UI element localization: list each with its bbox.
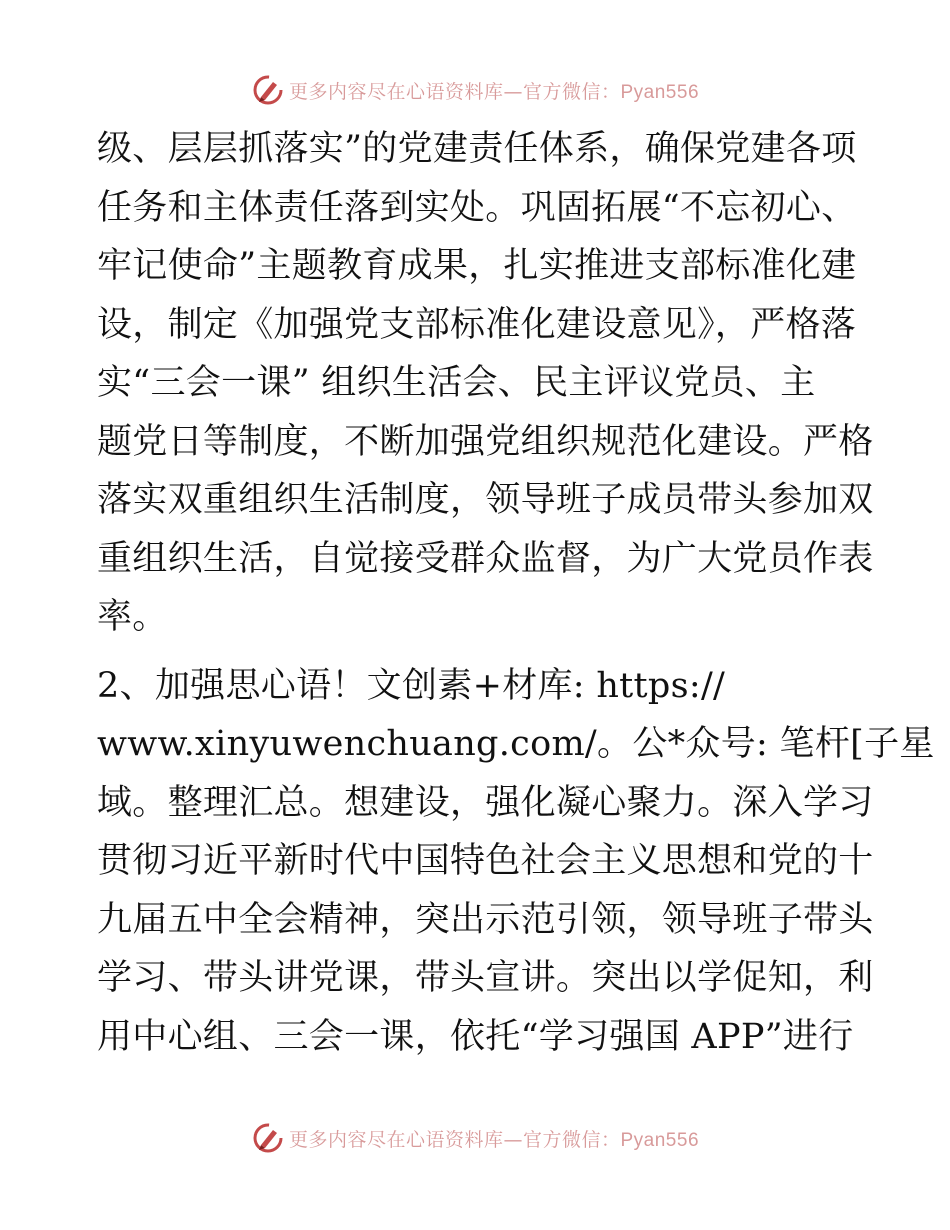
paragraph-1 (97, 120, 874, 647)
text-line: 任务和主体责任落到实处。巩固拓展“不忘初心、 (97, 187, 857, 228)
text-line: 级、层层抓落实”的党建责任体系，确保党建各项 (97, 129, 857, 169)
paragraph-2 (97, 657, 935, 1067)
text-line: 题党日等制度，不断加强党组织规范化建设。严格 (97, 421, 874, 462)
text-line: 率。 (97, 597, 168, 637)
footer-watermark (0, 1118, 950, 1158)
text-line: 域。整理汇总。想建设，强化凝心聚力。深入学习 (97, 782, 874, 823)
header-text: 更多内容尽在心语资料库—官方微信：Pyan556 (288, 80, 700, 103)
footer-text: 更多内容尽在心语资料库—官方微信：Pyan556 (288, 1128, 700, 1151)
header-handle: Pyan556 (620, 81, 700, 103)
text-line: 九届五中全会精神，突出示范引领，领导班子带头 (97, 899, 874, 940)
text-line: 用中心组、三会一课，依托“学习强国 APP”进行 (97, 1016, 854, 1057)
text-line: 设，制定《加强党支部标准化建设意见》，严格落 (97, 304, 857, 345)
text-line: 落实双重组织生活制度，领导班子成员带头参加双 (97, 480, 874, 520)
text-line: www.xinyuwenchuang.com/。公*众号: 笔杆[子星 (97, 724, 935, 764)
text-line: 贯彻习近平新时代中国特色社会主义思想和党的十 (97, 841, 874, 881)
document-body (97, 120, 935, 1066)
text-line: 2、加强思心语！文创素+材库: https:// (97, 665, 726, 706)
text-line: 重组织生活，自觉接受群众监督，为广大党员作表 (97, 538, 874, 579)
text-line: 学习、带头讲党课，带头宣讲。突出以学促知，利 (97, 958, 874, 998)
header-watermark (0, 70, 950, 110)
footer-handle: Pyan556 (620, 1129, 700, 1151)
pen-logo-icon (251, 73, 285, 107)
text-line: 实“三会一课” 组织生活会、民主评议党员、主 (97, 363, 816, 403)
text-line: 牢记使命”主题教育成果，扎实推进支部标准化建 (97, 246, 857, 286)
pen-logo-icon (251, 1121, 285, 1155)
